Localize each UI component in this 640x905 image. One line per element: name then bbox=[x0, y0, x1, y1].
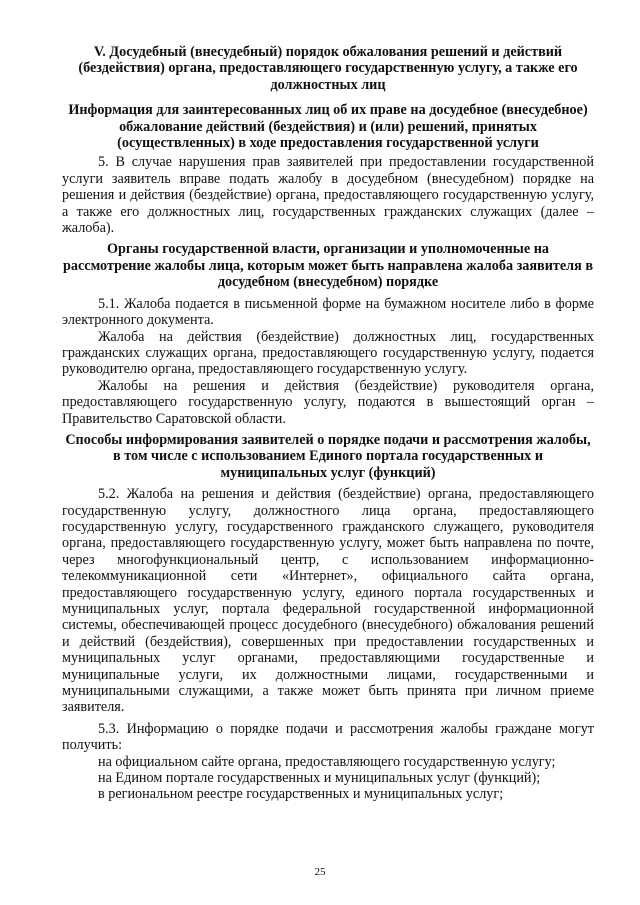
subsection-title-2: Органы государственной власти, организации и уполномоченные на рассмотрение жалобы лица, которым может быть направлена жалоба заявителя в досудебном (внесудебном) порядке bbox=[62, 241, 594, 291]
paragraph-5: 5. В случае нарушения прав заявителей при предоставлении государственной услуги заявитель вправе подать жалобу в досудебном (внесудебном) порядке на решения и действия (бездействие) органа, предоставляющего государственную услугу, а также его должностных лиц, государственных гражданских служащих (далее – жалоба). bbox=[62, 154, 594, 237]
subsection-title-1: Информация для заинтересованных лиц об их праве на досудебное (внесудебное) обжалование действий (бездействия) и (или) решений, принятых (осуществленных) в ходе предоставления государственной услуги bbox=[68, 102, 588, 152]
page-content bbox=[62, 44, 594, 803]
list-item: в региональном реестре государственных и муниципальных услуг; bbox=[98, 786, 504, 803]
paragraph-5-1-c: Жалобы на решения и действия (бездействие) руководителя органа, предоставляющего государственную услугу, подаются в вышестоящий орган – Правительство Саратовской области. bbox=[62, 377, 594, 427]
list-item: на официальном сайте органа, предоставляющего государственную услугу; bbox=[98, 753, 556, 770]
paragraph-5-2: 5.2. Жалоба на решения и действия (бездействие) органа, предоставляющего государственную услугу, должностного лица органа, предоставляющего государственную услугу, государственного гражданского служащего, руководителя органа, предоставляющего государственную услугу, может быть направлена по почте, через многофункциональный центр, с использованием информационно-телекоммуникационной сети «Интернет», официального сайта органа, предоставляющего государственную услугу, единого портала государственных и муниципальных услуг, портала федеральной государственной информационной системы, обеспечивающей процесс досудебного (внесудебного) обжалования решений и действий (бездействия), совершенных при предоставлении государственных и муниципальных услуг органами, предоставляющими государственные и муниципальные услуги, их должностными лицами, государственными и муниципальными служащими, а также может быть принята при личном приеме заявителя. bbox=[62, 486, 594, 716]
list-item: на Едином портале государственных и муниципальных услуг (функций); bbox=[98, 770, 541, 787]
paragraph-5-1-b: Жалоба на действия (бездействие) должностных лиц, государственных гражданских служащих органа, предоставляющего государственную услугу, подается руководителю органа, предоставляющего государственную услугу. bbox=[62, 328, 594, 378]
paragraph-5-1: 5.1. Жалоба подается в письменной форме на бумажном носителе либо в форме электронного документа. bbox=[62, 295, 594, 329]
info-sources-list bbox=[62, 754, 594, 803]
page-number: 25 bbox=[314, 866, 326, 878]
subsection-title-3: Способы информирования заявителей о порядке подачи и рассмотрения жалобы, в том числе с использованием Единого портала государственных и муниципальных услуг (функций) bbox=[65, 431, 591, 481]
section-title: V. Досудебный (внесудебный) порядок обжалования решений и действий (бездействия) органа, предоставляющего государственную услугу, а также его должностных лиц bbox=[78, 44, 578, 93]
paragraph-5-3: 5.3. Информацию о порядке подачи и рассмотрения жалобы граждане могут получить: bbox=[62, 720, 594, 754]
